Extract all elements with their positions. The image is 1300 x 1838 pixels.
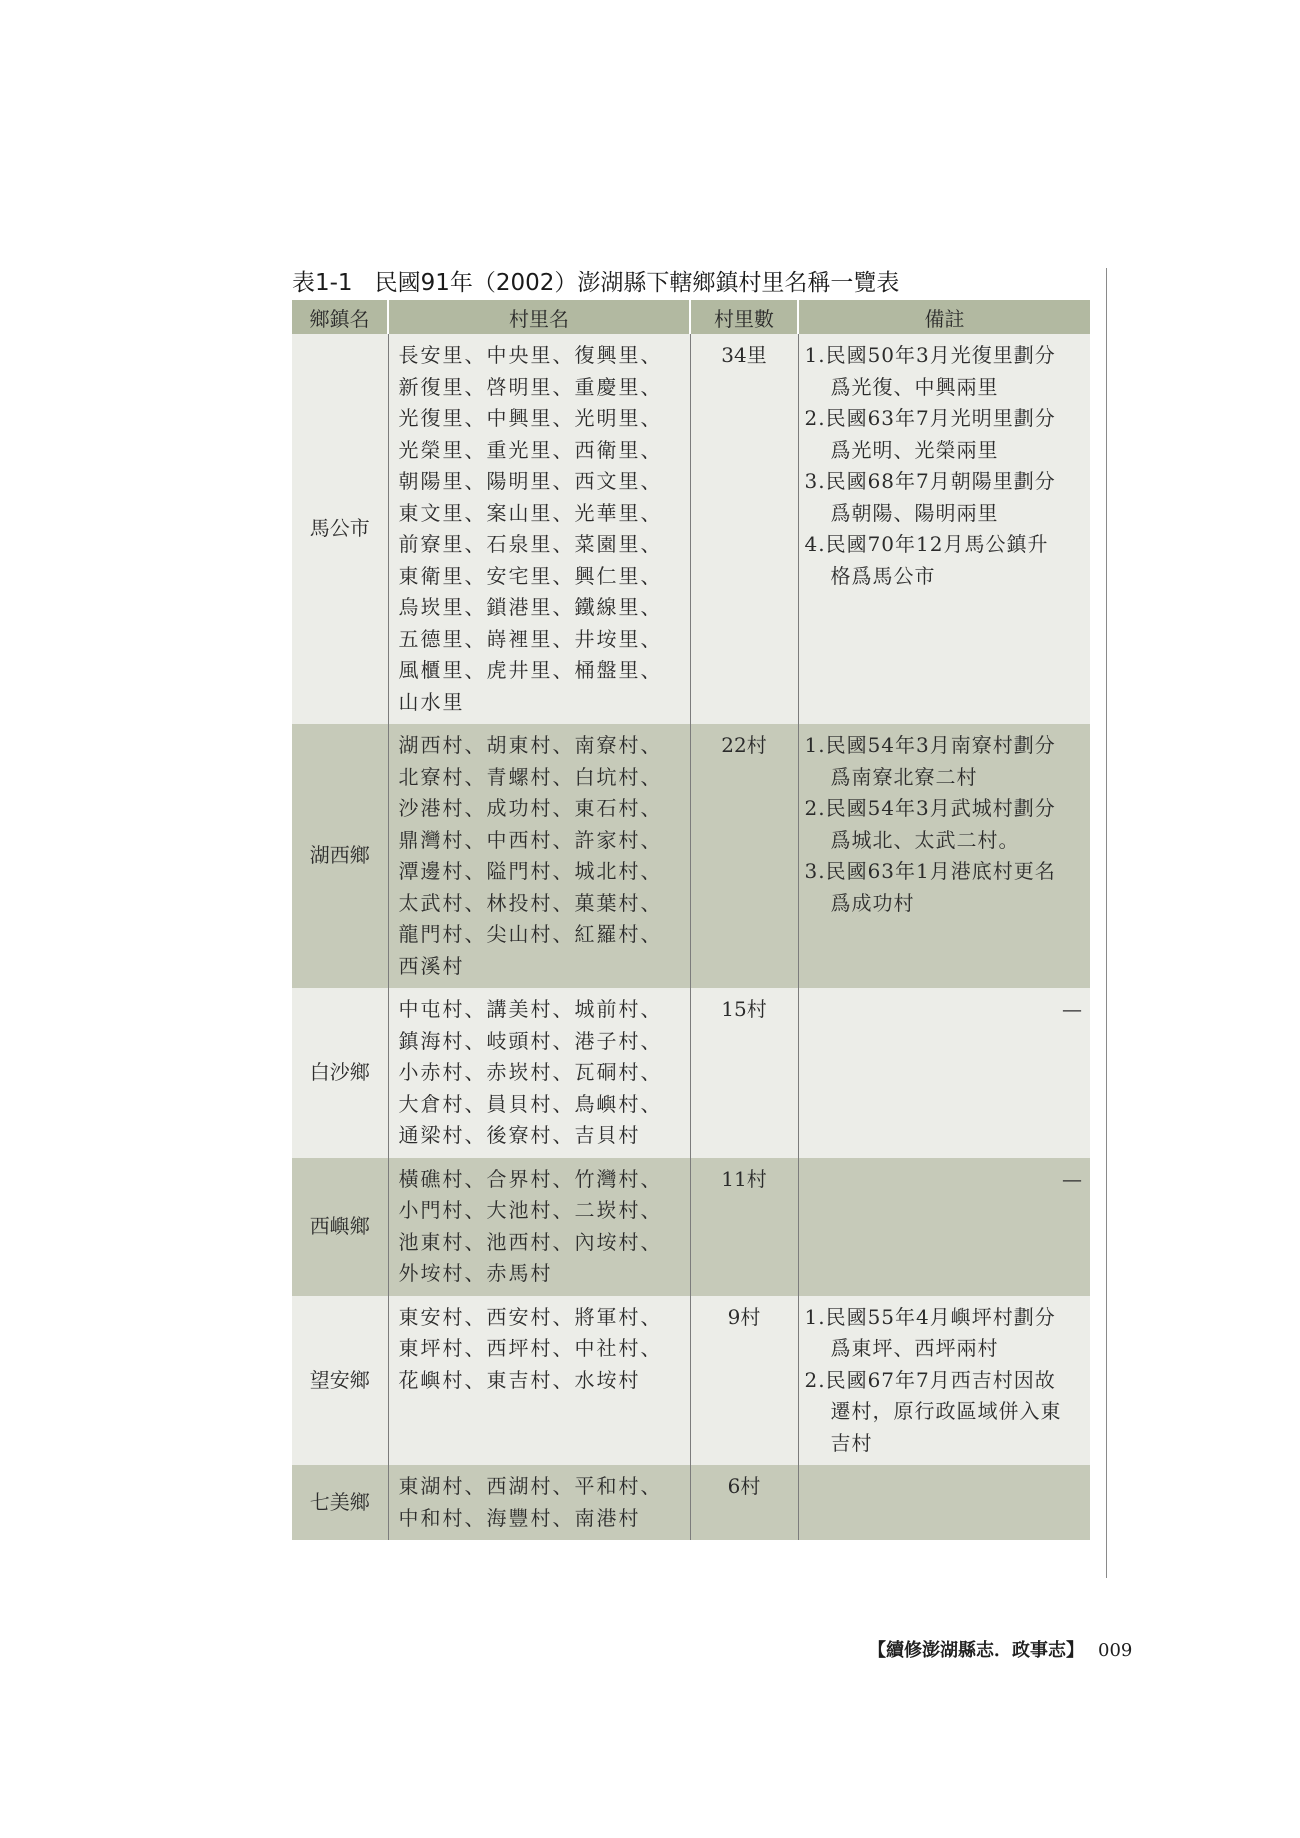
village-line: 東衛里、安宅里、興仁里、 [398, 563, 663, 588]
village-line: 東坪村、西坪村、中社村、 [398, 1336, 663, 1360]
count-cell: 22村 [690, 724, 798, 988]
village-line: 東湖村、西湖村、平和村、 [398, 1474, 663, 1498]
table-row [292, 1465, 1090, 1540]
note-line: 4.民國70年12月馬公鎮升 [804, 532, 1049, 556]
count-cell: 11村 [690, 1158, 798, 1296]
count-cell: 34里 [690, 334, 798, 724]
note-line: 3.民國68年7月朝陽里劃分 [804, 469, 1056, 493]
village-line: 大倉村、員貝村、鳥嶼村、 [398, 1091, 663, 1116]
empty-note-dash: — [1062, 997, 1082, 1021]
notes-cell [798, 988, 1090, 1158]
village-line: 沙港村、成功村、東石村、 [398, 796, 663, 820]
villages-cell [388, 1158, 690, 1296]
village-line: 前寮里、石泉里、菜園里、 [398, 532, 663, 556]
village-line: 東文里、案山里、光華里、 [398, 500, 663, 525]
village-line: 山水里 [398, 689, 465, 714]
notes-cell [798, 334, 1090, 724]
table-row [292, 334, 1090, 724]
villages-cell [388, 1296, 690, 1466]
village-line: 西溪村 [398, 953, 465, 978]
villages-cell [388, 1465, 690, 1540]
header-notes: 備註 [798, 300, 1090, 334]
township-cell: 七美鄉 [292, 1465, 388, 1540]
count-cell: 6村 [690, 1465, 798, 1540]
note-continuation: 爲東坪、西坪兩村 [830, 1336, 999, 1360]
table-caption [292, 268, 899, 298]
village-line: 鼎灣村、中西村、許家村、 [398, 827, 663, 852]
note-line: 1.民國54年3月南寮村劃分 [804, 733, 1056, 757]
township-cell: 湖西鄉 [292, 724, 388, 988]
note-continuation: 爲成功村 [830, 890, 915, 915]
township-cell: 西嶼鄉 [292, 1158, 388, 1296]
note-continuation: 爲朝陽、陽明兩里 [830, 500, 999, 525]
village-line: 長安里、中央里、復興里、 [398, 343, 663, 367]
table-body [292, 334, 1090, 1540]
village-line: 池東村、池西村、內垵村、 [398, 1229, 663, 1254]
township-cell: 白沙鄉 [292, 988, 388, 1158]
village-line: 通梁村、後寮村、吉貝村 [398, 1123, 641, 1147]
village-line: 潭邊村、隘門村、城北村、 [398, 859, 663, 883]
village-line: 龍門村、尖山村、紅羅村、 [398, 922, 663, 946]
village-line: 朝陽里、陽明里、西文里、 [398, 469, 663, 493]
page-number: 009 [1098, 1640, 1133, 1661]
village-line: 中和村、海豐村、南港村 [398, 1505, 641, 1530]
notes-cell [798, 1465, 1090, 1540]
note-line: 1.民國55年4月嶼坪村劃分 [804, 1304, 1056, 1329]
township-cell: 馬公市 [292, 334, 388, 724]
villages-cell [388, 724, 690, 988]
village-line: 北寮村、青螺村、白坑村、 [398, 764, 663, 789]
count-cell: 9村 [690, 1296, 798, 1466]
township-cell: 望安鄉 [292, 1296, 388, 1466]
village-line: 小門村、大池村、二崁村、 [398, 1198, 663, 1222]
village-line: 橫礁村、合界村、竹灣村、 [398, 1166, 663, 1191]
village-line: 外垵村、赤馬村 [398, 1261, 553, 1285]
note-continuation: 爲光明、光榮兩里 [830, 437, 999, 462]
note-line: 2.民國54年3月武城村劃分 [804, 796, 1056, 820]
village-line: 新復里、啓明里、重慶里、 [398, 374, 663, 399]
table-row [292, 1158, 1090, 1296]
village-line: 風櫃里、虎井里、桶盤里、 [398, 658, 663, 682]
header-villages: 村里名 [388, 300, 690, 334]
note-continuation: 爲光復、中興兩里 [830, 374, 999, 399]
note-line: 2.民國63年7月光明里劃分 [804, 406, 1056, 430]
village-line: 鎮海村、岐頭村、港子村、 [398, 1028, 663, 1053]
table-header-row [292, 300, 1090, 334]
header-township: 鄉鎮名 [292, 300, 388, 334]
table-number: 表1-1 [292, 270, 353, 296]
count-cell: 15村 [690, 988, 798, 1158]
note-line: 2.民國67年7月西吉村因故 [804, 1367, 1056, 1392]
notes-cell [798, 724, 1090, 988]
village-line: 花嶼村、東吉村、水垵村 [398, 1367, 641, 1392]
note-continuation: 爲城北、太武二村。 [830, 827, 1020, 852]
note-continuation: 格爲馬公市 [830, 563, 936, 588]
notes-cell [798, 1158, 1090, 1296]
empty-note-dash: — [1062, 1166, 1082, 1191]
villages-cell [388, 334, 690, 724]
note-continuation: 吉村 [830, 1430, 873, 1455]
villages-table [292, 300, 1090, 1540]
table-row [292, 988, 1090, 1158]
page-margin-rule [1106, 268, 1107, 1578]
table-row [292, 724, 1090, 988]
village-line: 五德里、嵵裡里、井垵里、 [398, 626, 663, 651]
note-line: 1.民國50年3月光復里劃分 [804, 343, 1056, 367]
village-line: 東安村、西安村、將軍村、 [398, 1304, 663, 1329]
village-line: 湖西村、胡東村、南寮村、 [398, 733, 663, 757]
page-footer [868, 1636, 1132, 1662]
note-line: 3.民國63年1月港底村更名 [804, 859, 1056, 883]
notes-cell [798, 1296, 1090, 1466]
note-continuation: 爲南寮北寮二村 [830, 764, 978, 789]
village-line: 太武村、林投村、菓葉村、 [398, 890, 663, 915]
note-continuation: 遷村，原行政區域併入東 [830, 1399, 1062, 1423]
header-count: 村里數 [690, 300, 798, 334]
village-line: 烏崁里、鎖港里、鐵線里、 [398, 595, 663, 619]
footer-book-title: 【續修澎湖縣志．政事志】 [868, 1640, 1084, 1661]
table-title: 民國91年（2002）澎湖縣下轄鄉鎮村里名稱一覽表 [374, 270, 900, 296]
village-line: 光復里、中興里、光明里、 [398, 406, 663, 430]
village-line: 光榮里、重光里、西衛里、 [398, 437, 663, 462]
village-line: 中屯村、講美村、城前村、 [398, 997, 663, 1021]
villages-cell [388, 988, 690, 1158]
village-line: 小赤村、赤崁村、瓦硐村、 [398, 1060, 663, 1084]
table-row [292, 1296, 1090, 1466]
